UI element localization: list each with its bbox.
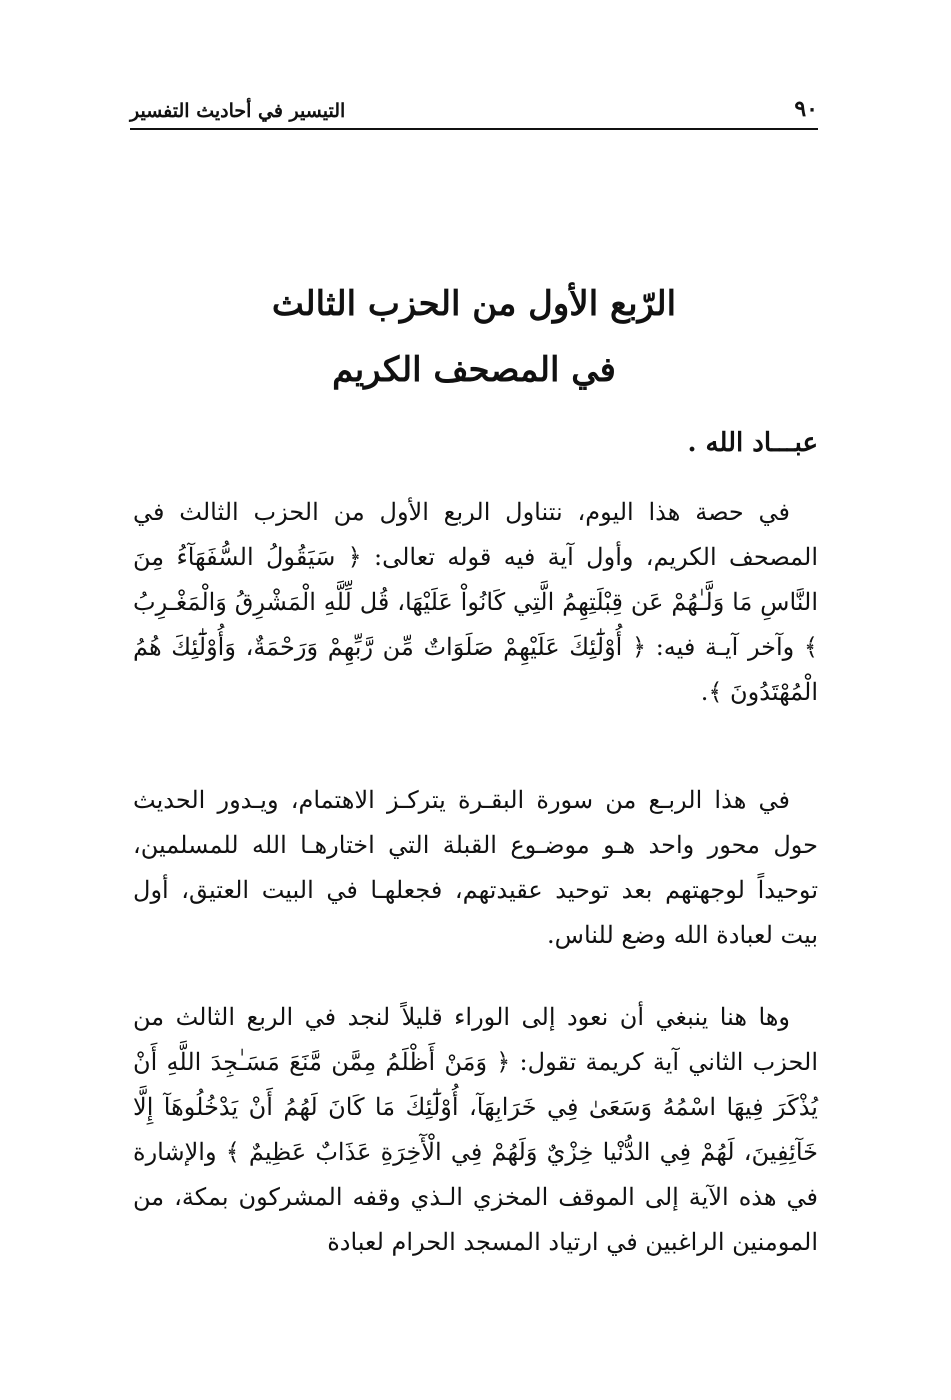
chapter-title-line-2: في المصحف الكريم xyxy=(332,350,616,390)
paragraph-2 xyxy=(133,778,818,958)
running-header-title: التيسير في أحاديث التفسير xyxy=(130,100,346,122)
paragraph-3 xyxy=(133,995,818,1265)
paragraph-3-text: وها هنا ينبغي أن نعود إلى الوراء قليلاً لنجد في الربع الثالث من الحزب الثاني آية كريمة تقول: ﴿ وَمَنْ أَظْلَمُ مِمَّن مَّنَعَ مَسَـٰجِدَ اللَّهِ أَنْ يُذْكَرَ فِيهَا اسْمُهُ وَسَعَىٰ فِي خَرَابِهَآ، أُوْلَٰٓئِكَ مَا كَانَ لَهُمُ أَنْ يَدْخُلُوهَآ إِلَّا خَآئِفِينَ، لَهُمْ فِي الدُّنْيا خِزْيٌ وَلَهُمْ فِي الْأٓخِرَةِ عَذَابٌ عَظِيمٌ ﴾ والإشارة في هذه الآية إلى الموقف المخزي الـذي وقفه المشركون بمكة، من المومنين الراغبين في ارتياد المسجد الحرام لعبادة xyxy=(133,1003,819,1256)
running-header xyxy=(130,88,818,130)
paragraph-2-text: في هذا الربـع من سورة البقـرة يتركـز الاهتمام، ويـدور الحديث حول محور واحد هـو موضـوع القبلة التي اختارهـا الله للمسلمين، توحيداً لوجهتهم بعد توحيد عقيدتهم، فجعلهـا في البيت العتيق، أول بيت لعبادة الله وضع للناس. xyxy=(133,786,818,949)
page-number: ٩٠ xyxy=(794,96,818,122)
chapter-title-line-1: الرّبع الأول من الحزب الثالث xyxy=(271,284,677,324)
salutation: عبـــاد الله . xyxy=(687,428,818,458)
paragraph-1-text: في حصة هذا اليوم، نتناول الربع الأول من الحزب الثالث في المصحف الكريم، وأول آية فيه قوله تعالى: ﴿ سَيَقُولُ السُّفَهَآءُ مِنَ النَّاسِ مَا وَلَّـٰهُمْ عَن قِبْلَتِهِمُ الَّتِي كَانُواْ عَلَيْهَا، قُل لِّلَّهِ الْمَشْرِقُ وَالْمَغْـرِبُ ﴾ وآخر آيـة فيه: ﴿ أُوْلَٰٓئِكَ عَلَيْهِمْ صَلَوَاتٌ مِّن رَّبِّهِمْ وَرَحْمَةٌ، وَأُوْلَٰٓئِكَ هُمُ الْمُهْتَدُونَ ﴾. xyxy=(133,498,819,706)
paragraph-1 xyxy=(133,490,818,715)
